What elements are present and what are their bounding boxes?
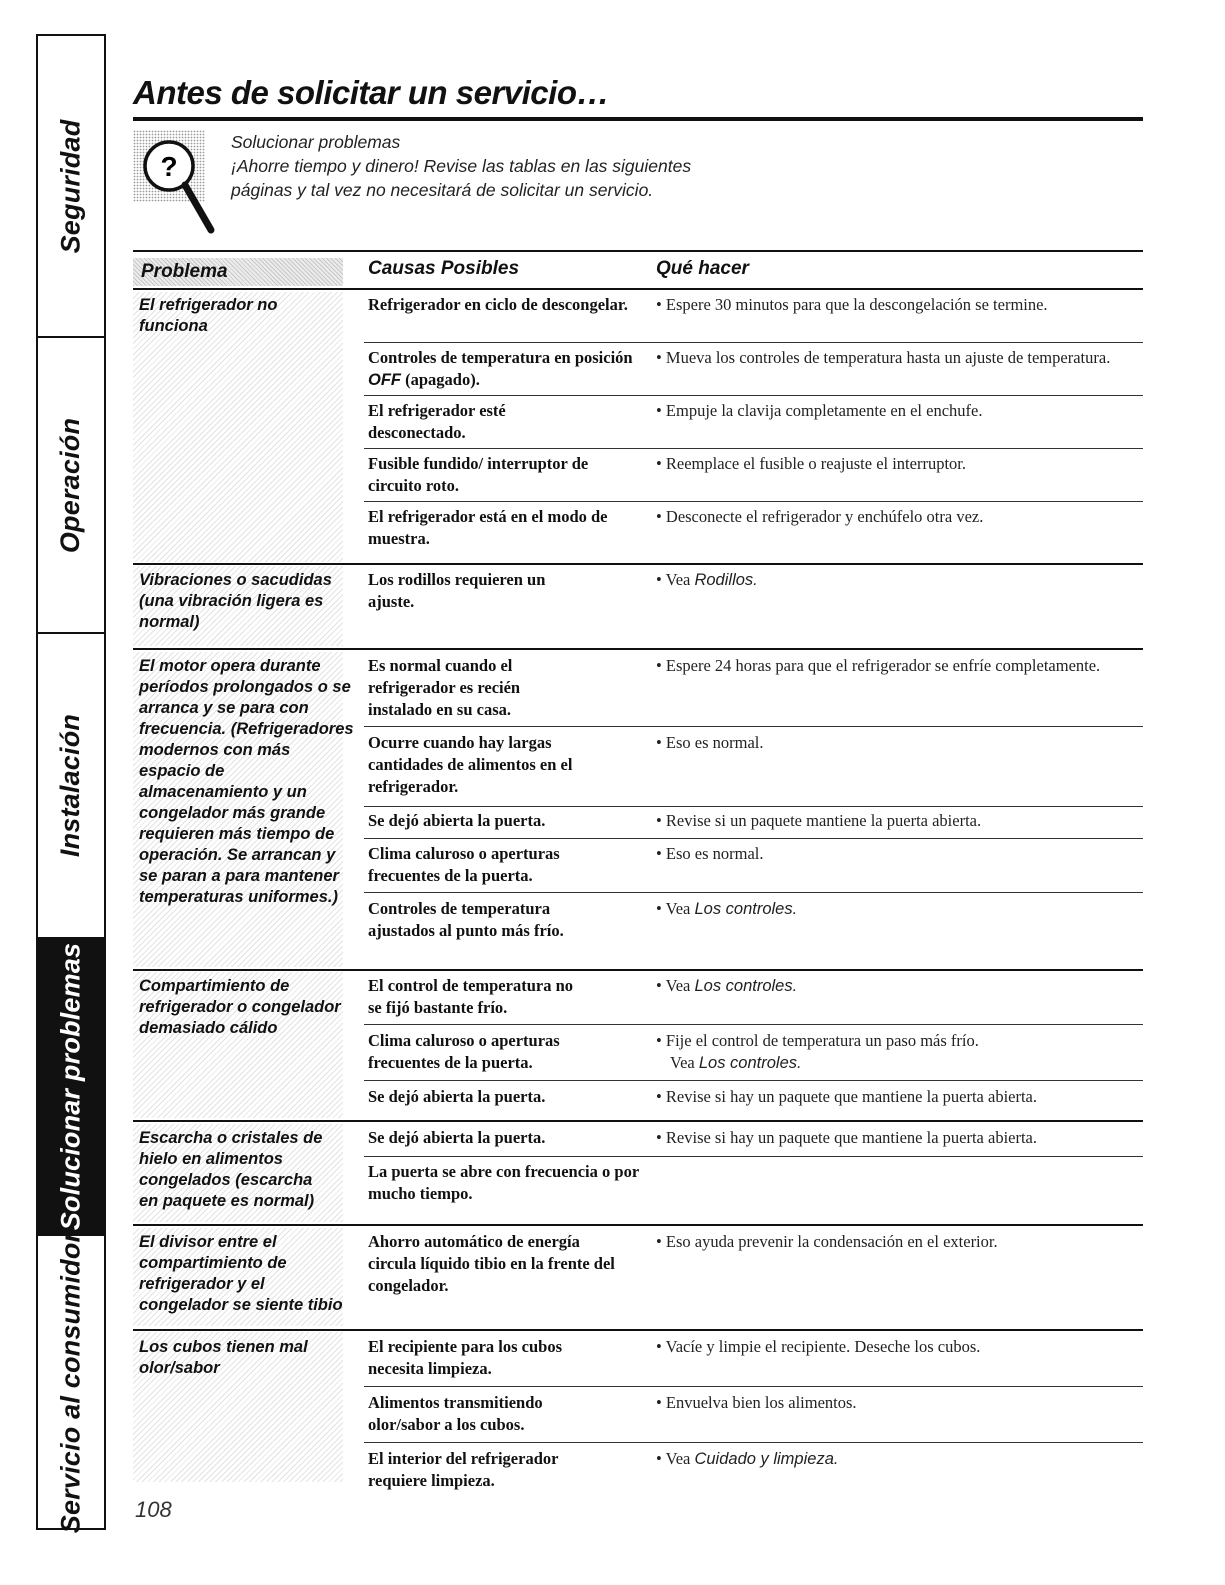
problem-text: El refrigerador no funciona [139,296,278,335]
action-reference: Rodillos. [694,571,758,589]
group-rule [133,1329,1143,1331]
action-text [656,569,1146,591]
problem-text: Vibraciones o sacudidas (una vibración ligera es normal) [139,571,332,631]
table-top-rule [133,250,1143,252]
intro-line: ¡Ahorre tiempo y dinero! Revise las tablas en las siguientes [231,156,692,176]
cause-text: El control de temperatura no se fijó bastante frío. [368,976,574,1017]
cause-text: El refrigerador esté desconectado. [368,401,506,442]
cause-text: Se dejó abierta la puerta. [368,1087,546,1106]
cause-part: Controles de temperatura en posición [368,348,633,367]
action-text [656,1030,1146,1074]
group-rule [133,563,1143,565]
row-rule [364,501,1143,502]
row-rule [364,726,1143,727]
action-part: • Vea [656,1449,695,1468]
header-rule [133,288,1143,290]
action-text: • Espere 24 horas para que el refrigerador se enfríe completamente. [656,656,1101,675]
tab-instalacion[interactable] [38,634,104,939]
action-text: • Eso es normal. [656,733,764,752]
section-tabs [36,34,106,1533]
cause-text: El interior del refrigerador requiere limpieza. [368,1449,559,1490]
action-text: • Revise si hay un paquete que mantiene la puerta abierta. [656,1087,1038,1106]
action-text: • Revise si hay un paquete que mantiene la puerta abierta. [656,1128,1038,1147]
action-text: • Mueva los controles de temperatura hasta un ajuste de temperatura. [656,348,1111,367]
group-rule [133,1120,1143,1122]
action-reference: Cuidado y limpieza. [694,1450,839,1468]
action-text: • Desconecte el refrigerador y enchúfelo otra vez. [656,507,984,526]
cause-text: Controles de temperatura ajustados al punto más frío. [368,899,564,940]
tab-operacion[interactable] [38,338,104,634]
cause-text: Se dejó abierta la puerta. [368,811,546,830]
action-text [656,975,1146,997]
tab-label: Solucionar problemas [55,942,86,1231]
action-text: • Eso ayuda prevenir la condensación en el exterior. [656,1232,998,1251]
action-text [656,1448,1146,1470]
action-reference: Los controles. [698,1054,802,1072]
action-text: • Reemplace el fusible o reajuste el interruptor. [656,454,966,473]
action-text: • Eso es normal. [656,844,764,863]
tab-solucionar-problemas[interactable] [38,939,104,1236]
group-rule [133,648,1143,650]
cause-emphasis: OFF [368,371,401,389]
problem-text: El motor opera durante períodos prolongados o se arranca y se para con frecuencia. (Refrigeradores modernos con más espacio de almacenamiento y un congelador más grande requieren más tiempo de operación. Se arrancan y se paran a para mantener temperaturas uniformes.) [139,657,354,906]
tab-label: Servicio al consumidor [55,1231,86,1533]
row-rule [364,448,1143,449]
cause-text: Ahorro automático de energía circula líquido tibio en la frente del congelador. [368,1232,615,1295]
cause-text: Fusible fundido/ interruptor de circuito roto. [368,454,589,495]
problem-text: Escarcha o cristales de hielo en alimentos congelados (escarcha en paquete es normal) [139,1129,323,1210]
cause-text: Refrigerador en ciclo de descongelar. [368,295,628,314]
problem-text: Los cubos tienen mal olor/sabor [139,1338,308,1377]
action-text: • Envuelva bien los alimentos. [656,1393,857,1412]
cause-text: Clima caluroso o aperturas frecuentes de la puerta. [368,844,560,885]
tab-label: Instalación [55,713,86,858]
tab-servicio-al-consumidor[interactable] [38,1231,104,1533]
row-rule [364,342,1143,343]
action-part: • Vea [656,570,695,589]
action-text: • Empuje la clavija completamente en el enchufe. [656,401,983,420]
intro-line: páginas y tal vez no necesitará de solicitar un servicio. [231,180,654,200]
column-header-action: Qué hacer [656,258,749,279]
cause-text: La puerta se abre con frecuencia o por mucho tiempo. [368,1162,639,1203]
cause-text [368,347,653,391]
row-rule [364,395,1143,396]
group-rule [133,1224,1143,1226]
intro-line: Solucionar problemas [231,132,401,152]
action-part: • Vea [656,899,695,918]
action-line: • Fije el control de temperatura un paso más frío. [656,1031,979,1050]
row-rule [364,806,1143,807]
cause-text: El recipiente para los cubos necesita limpieza. [368,1337,563,1378]
tab-label: Seguridad [55,119,86,253]
intro-text [231,130,691,202]
action-reference: Los controles. [694,977,798,995]
row-rule [364,1024,1143,1025]
cause-text: Ocurre cuando hay largas cantidades de alimentos en el refrigerador. [368,733,573,796]
question-magnifier-icon [133,130,228,240]
page-title: Antes de solicitar un servicio… [133,74,609,111]
cause-part: (apagado). [401,370,480,389]
action-line [670,1052,1146,1074]
column-header-problem: Problema [133,258,343,286]
cause-text: El refrigerador está en el modo de muestra. [368,507,608,548]
column-header-causes: Causas Posibles [368,258,520,279]
row-rule [364,1386,1143,1387]
svg-text:?: ? [160,151,178,182]
group-rule [133,969,1143,971]
row-rule [364,1442,1143,1443]
action-part: • Vea [656,976,695,995]
action-text: • Espere 30 minutos para que la descongelación se termine. [656,295,1048,314]
action-reference: Los controles. [694,900,798,918]
cause-text: Los rodillos requieren un ajuste. [368,570,546,611]
row-rule [364,1080,1143,1081]
action-text [656,898,1146,920]
tab-label: Operación [55,417,86,553]
action-text: • Vacíe y limpie el recipiente. Deseche los cubos. [656,1337,981,1356]
action-text: • Revise si un paquete mantiene la puerta abierta. [656,811,982,830]
cause-text: Clima caluroso o aperturas frecuentes de la puerta. [368,1031,560,1072]
page-number: 108 [135,1497,172,1522]
row-rule [364,1156,1143,1157]
title-divider [133,117,1143,121]
action-part: Vea [670,1053,699,1072]
cause-text: Alimentos transmitiendo olor/sabor a los cubos. [368,1393,543,1434]
tab-seguridad[interactable] [38,36,104,338]
problem-text: El divisor entre el compartimiento de refrigerador y el congelador se siente tibio [139,1233,343,1314]
row-rule [364,838,1143,839]
row-rule [364,892,1143,893]
cause-text: Es normal cuando el refrigerador es recién instalado en su casa. [368,656,521,719]
problem-text: Compartimiento de refrigerador o congelador demasiado cálido [139,977,341,1037]
cause-text: Se dejó abierta la puerta. [368,1128,546,1147]
